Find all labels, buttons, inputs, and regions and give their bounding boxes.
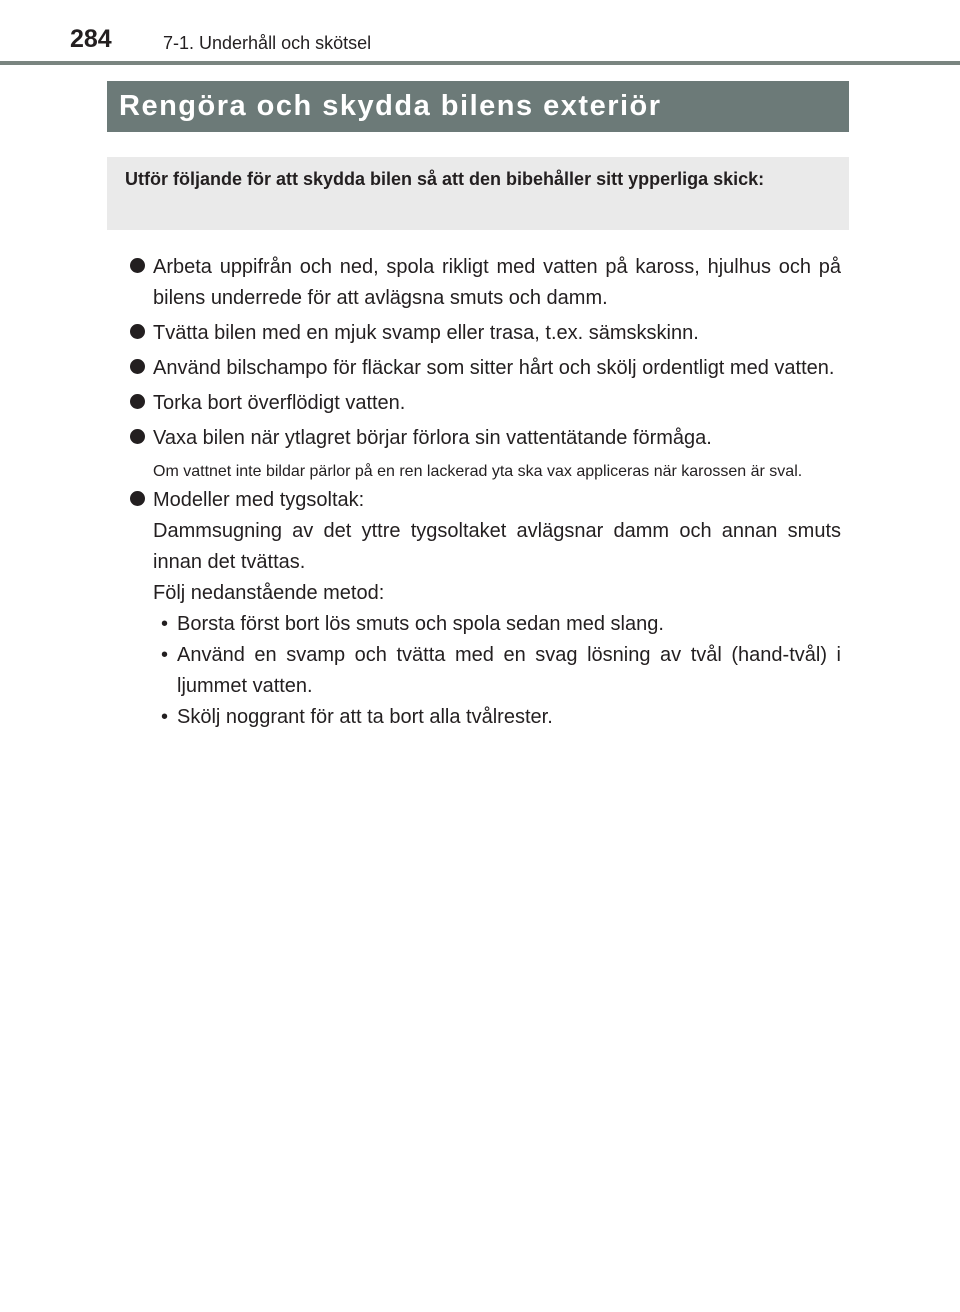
bullet-dot-icon <box>130 324 145 339</box>
step-text: Borsta först bort lös smuts och spola sedan med slang. <box>177 613 664 635</box>
section-title: 7-1. Underhåll och skötsel <box>163 33 372 53</box>
page-number: 284 <box>70 25 112 53</box>
soft-top-heading: Modeller med tygsoltak: <box>153 489 365 511</box>
wax-note: Om vattnet inte bildar pärlor på en ren lackerad yta ska vax appliceras när karossen är sval. <box>153 463 803 480</box>
header-rule <box>0 61 960 65</box>
list-item <box>130 252 841 314</box>
list-item <box>130 353 841 384</box>
step-bullet-icon: • <box>161 644 169 666</box>
list-item-text: Torka bort överflödigt vatten. <box>153 392 406 414</box>
bullet-dot-icon <box>130 491 145 506</box>
bullet-dot-icon <box>130 258 145 273</box>
list-item-text: Använd bilschampo för fläckar som sitter hårt och skölj ordentligt med vatten. <box>153 357 835 379</box>
bullet-dot-icon <box>130 429 145 444</box>
list-item <box>130 423 841 454</box>
intro-box <box>107 157 849 230</box>
list-item <box>130 388 841 419</box>
soft-top-item <box>130 485 841 733</box>
method-steps <box>153 609 841 733</box>
title-bar <box>107 81 849 132</box>
step-text: Använd en svamp och tvätta med en svag lösning av tvål (hand-tvål) i ljummet vatten. <box>177 644 841 697</box>
method-step <box>153 609 841 640</box>
step-bullet-icon: • <box>161 613 169 635</box>
method-step <box>153 640 841 702</box>
list-item-text: Arbeta uppifrån och ned, spola rikligt med vatten på kaross, hjulhus och på bilens underrede för att avlägsna smuts och damm. <box>153 256 841 309</box>
bullet-dot-icon <box>130 359 145 374</box>
step-bullet-icon: • <box>161 706 169 728</box>
method-label: Följ nedanstående metod: <box>153 582 385 604</box>
list-item-text: Vaxa bilen när ytlagret börjar förlora sin vattentätande förmåga. <box>153 427 712 449</box>
method-step <box>153 702 841 733</box>
list-item-text: Tvätta bilen med en mjuk svamp eller trasa, t.ex. sämskskinn. <box>153 322 699 344</box>
bullet-dot-icon <box>130 394 145 409</box>
soft-top-text: Dammsugning av det yttre tygsoltaket avlägsnar damm och annan smuts innan det tvättas. <box>153 520 841 573</box>
content <box>130 252 841 737</box>
step-text: Skölj noggrant för att ta bort alla tvålrester. <box>177 706 553 728</box>
list-item <box>130 318 841 349</box>
page-title: Rengöra och skydda bilens exteriör <box>119 90 662 122</box>
intro-text: Utför följande för att skydda bilen så att den bibehåller sitt ypperliga skick: <box>125 169 765 189</box>
